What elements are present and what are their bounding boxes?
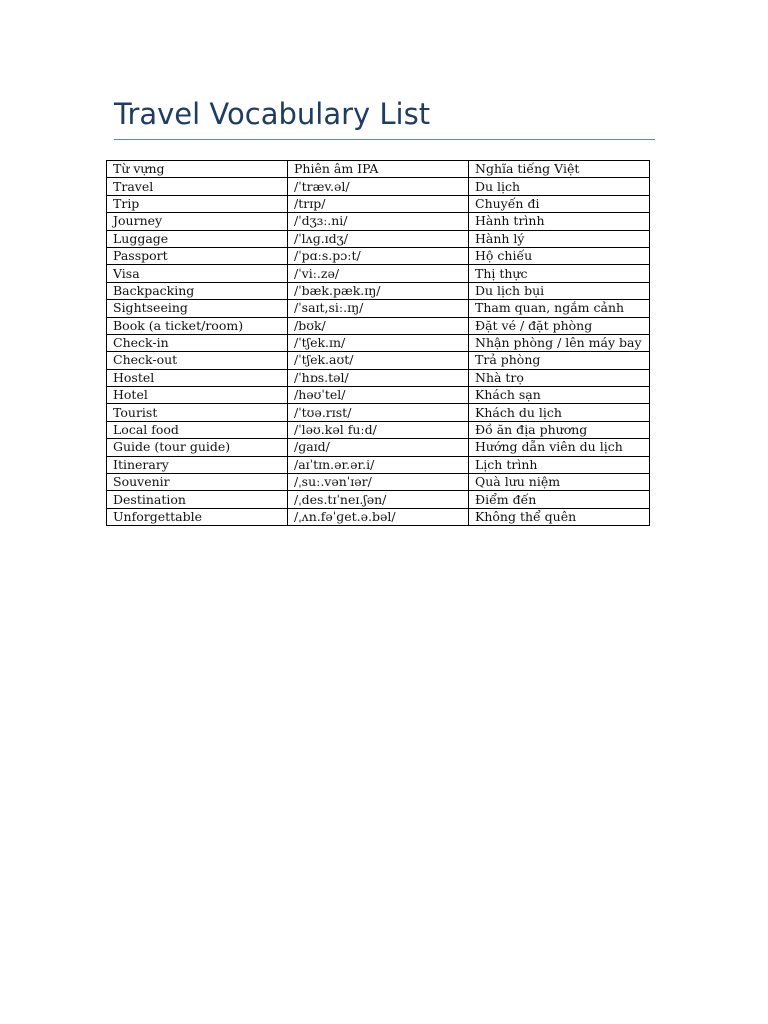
table-row — [107, 508, 650, 525]
header-ipa: Phiên âm IPA — [288, 161, 469, 178]
cell-word: Hotel — [107, 387, 288, 404]
cell-meaning: Không thể quên — [469, 508, 650, 525]
cell-word: Passport — [107, 247, 288, 264]
table-row — [107, 456, 650, 473]
cell-word: Itinerary — [107, 456, 288, 473]
cell-word: Hostel — [107, 369, 288, 386]
vocabulary-table — [106, 160, 650, 526]
cell-meaning: Thị thực — [469, 265, 650, 282]
header-meaning: Nghĩa tiếng Việt — [469, 161, 650, 178]
document-title: Travel Vocabulary List — [114, 97, 431, 131]
cell-word: Destination — [107, 491, 288, 508]
cell-ipa: /trɪp/ — [288, 195, 469, 212]
cell-ipa: /ˈsaɪt,siː.ɪŋ/ — [288, 300, 469, 317]
title-underline — [114, 139, 655, 140]
cell-ipa: /ˈlʌɡ.ɪdʒ/ — [288, 230, 469, 247]
cell-word: Sightseeing — [107, 300, 288, 317]
cell-ipa: /aɪˈtɪn.ər.ər.i/ — [288, 456, 469, 473]
cell-word: Tourist — [107, 404, 288, 421]
cell-ipa: /bʊk/ — [288, 317, 469, 334]
cell-ipa: /ˈtʃek.ɪn/ — [288, 334, 469, 351]
cell-word: Travel — [107, 178, 288, 195]
cell-word: Check-in — [107, 334, 288, 351]
cell-ipa: /ˈtʃek.aʊt/ — [288, 352, 469, 369]
cell-word: Journey — [107, 213, 288, 230]
table-row — [107, 317, 650, 334]
cell-meaning: Chuyến đi — [469, 195, 650, 212]
cell-ipa: /ˈviː.zə/ — [288, 265, 469, 282]
cell-ipa: /ˈhɒs.təl/ — [288, 369, 469, 386]
cell-meaning: Nhận phòng / lên máy bay — [469, 334, 650, 351]
cell-meaning: Lịch trình — [469, 456, 650, 473]
cell-meaning: Đồ ăn địa phương — [469, 421, 650, 438]
cell-meaning: Tham quan, ngắm cảnh — [469, 300, 650, 317]
cell-ipa: /ɡaɪd/ — [288, 439, 469, 456]
cell-word: Trip — [107, 195, 288, 212]
table-body — [107, 178, 650, 526]
table-header-row — [107, 161, 650, 178]
table-row — [107, 491, 650, 508]
cell-ipa: /ˈtræv.əl/ — [288, 178, 469, 195]
cell-meaning: Du lịch bụi — [469, 282, 650, 299]
table-row — [107, 195, 650, 212]
table-row — [107, 421, 650, 438]
cell-word: Unforgettable — [107, 508, 288, 525]
table-row — [107, 369, 650, 386]
cell-ipa: /ˌdes.tɪˈneɪ.ʃən/ — [288, 491, 469, 508]
cell-ipa: /ˈdʒɜː.ni/ — [288, 213, 469, 230]
cell-meaning: Hành lý — [469, 230, 650, 247]
table-row — [107, 474, 650, 491]
cell-meaning: Hành trình — [469, 213, 650, 230]
cell-ipa: /ˌʌn.fəˈɡet.ə.bəl/ — [288, 508, 469, 525]
table-row — [107, 352, 650, 369]
cell-word: Backpacking — [107, 282, 288, 299]
table-row — [107, 213, 650, 230]
cell-ipa: /ˈtʊə.rɪst/ — [288, 404, 469, 421]
cell-meaning: Quà lưu niệm — [469, 474, 650, 491]
cell-ipa: /ˈləʊ.kəl fuːd/ — [288, 421, 469, 438]
cell-word: Check-out — [107, 352, 288, 369]
cell-meaning: Hộ chiếu — [469, 247, 650, 264]
cell-ipa: /ˈbæk.pæk.ɪŋ/ — [288, 282, 469, 299]
cell-word: Souvenir — [107, 474, 288, 491]
table-row — [107, 404, 650, 421]
cell-meaning: Du lịch — [469, 178, 650, 195]
cell-meaning: Đặt vé / đặt phòng — [469, 317, 650, 334]
table-row — [107, 178, 650, 195]
table-row — [107, 439, 650, 456]
cell-word: Visa — [107, 265, 288, 282]
cell-ipa: /həʊˈtel/ — [288, 387, 469, 404]
table-row — [107, 282, 650, 299]
table-row — [107, 230, 650, 247]
cell-word: Luggage — [107, 230, 288, 247]
cell-word: Guide (tour guide) — [107, 439, 288, 456]
table-row — [107, 265, 650, 282]
table-row — [107, 387, 650, 404]
cell-meaning: Nhà trọ — [469, 369, 650, 386]
table-row — [107, 334, 650, 351]
header-word: Từ vựng — [107, 161, 288, 178]
cell-word: Book (a ticket/room) — [107, 317, 288, 334]
cell-word: Local food — [107, 421, 288, 438]
cell-meaning: Hướng dẫn viên du lịch — [469, 439, 650, 456]
cell-meaning: Khách sạn — [469, 387, 650, 404]
cell-meaning: Trả phòng — [469, 352, 650, 369]
cell-meaning: Khách du lịch — [469, 404, 650, 421]
cell-ipa: /ˌsuː.vənˈɪər/ — [288, 474, 469, 491]
cell-meaning: Điểm đến — [469, 491, 650, 508]
table-row — [107, 247, 650, 264]
table-row — [107, 300, 650, 317]
cell-ipa: /ˈpɑːs.pɔːt/ — [288, 247, 469, 264]
